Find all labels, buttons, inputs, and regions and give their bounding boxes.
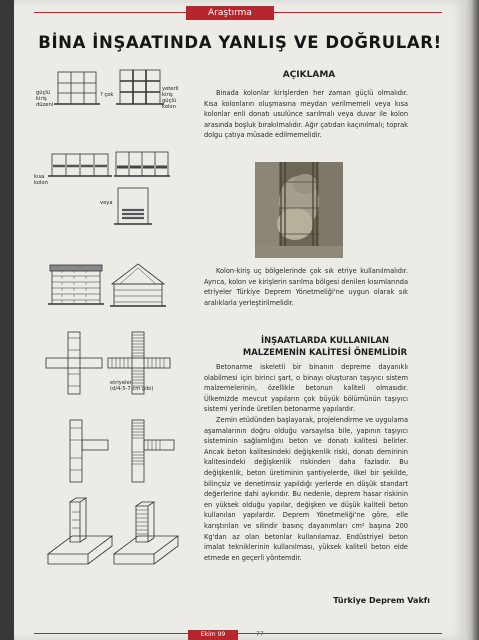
article-paragraph-2: Zemin etüdünden başlayarak, projelendirme ve uygulama aşamalarının doğru olduğu varsayılsa bile, yapının taşıyıcı sisteminin sağlamlığını beton ve donatı kalitesi belirler. Ancak beton kalitesindeki değişkenlik riski, donatı demirinin kalitesindeki değişkenlik riskinden daha fazladır. Bu değişkenlik, beton üretiminin şantiyelerde, ilkel bir şekilde, bilinçsiz ve denetimsiz yapıldığı yerlerde en düşük standart değerlerine dahi aykırıdır. Bu nedenle, deprem hasar riskinin en yüksek olduğu yapılar, değişken ve düşük kaliteli beton kullanılan yapılardır. Deprem Yönetmeliği'ne göre, elle karıştırılan ve silindir basınç dayanımları cm² başına 200 Kg'dan az olan betonlar kullanılamaz. Endüstriyel beton imalat tekniklerinin kullanılması, yüksek kaliteli beton elde etmede en geçerli yöntemdir. — [204, 415, 408, 562]
joint-wrong — [46, 332, 102, 394]
label-hole: ? çok — [100, 92, 114, 98]
footer-issue-tab: Ekim 99 — [188, 630, 238, 640]
article-heading-line-1: İNŞAATLARDA KULLANILAN — [260, 335, 390, 345]
corner-joint-right — [132, 420, 174, 482]
label-or: veya — [100, 200, 113, 206]
article-heading-line-2: MALZEMENİN KALİTESİ ÖNEMLİDİR — [242, 346, 408, 357]
explanation-paragraph-1: Binada kolonlar kirişlerden her zaman güçlü olmalıdır. Kısa kolonların oluşmasına meydan verilmemeli veya kısa kolonlar enli donatı usulünce sarılmalı veya duvar ile kolon arasında boşluk bırakılmalıdır. Ağır çatıdan kaçınılmalı; toprak dolgu çatıya müsade edilmemelidir. — [204, 89, 408, 140]
illustrations-column — [28, 62, 180, 582]
article-heading — [194, 335, 456, 358]
article-signature: Türkiye Deprem Vakfı — [333, 596, 430, 605]
footing-wrong — [48, 498, 112, 564]
explanation-text-1 — [204, 88, 408, 141]
page-edge — [466, 0, 479, 640]
article-paragraph-1: Betonarme iskeletli bir binanın depreme dayanıklı olabilmesi için birinci şart, o binayı oluşturan taşıyıcı sistem malzemelerinin, özellikle betonun kaliteli olmasıdır. Ülkemizde mevcut yapıların çok büyük bölümünün taşıyıcı sistemi yerinde üretilen betonarme yapılardır. — [204, 363, 408, 414]
footing-right — [114, 502, 178, 564]
label-short-column: kısa kolon — [34, 174, 48, 186]
short-column-alt — [114, 188, 152, 224]
short-column-wrong — [48, 154, 112, 176]
footer-rule — [34, 633, 442, 634]
damaged-column-image — [255, 162, 343, 258]
explanation-heading: AÇIKLAMA — [282, 70, 336, 80]
corner-joint-wrong — [70, 420, 108, 482]
magazine-page — [14, 0, 466, 640]
heavy-roof-house — [48, 265, 104, 304]
light-roof-house — [110, 264, 166, 306]
column-damage-photo — [255, 162, 343, 258]
label-weak-beam: güçlü kiriş düzeni — [36, 90, 54, 108]
frame-diagram-wrong — [54, 72, 100, 104]
explanation-text-2 — [204, 266, 408, 308]
article-body — [204, 362, 408, 563]
short-column-right — [114, 152, 170, 176]
explanation-paragraph-2: Kolon-kiriş uç bölgelerinde çok sık etriye kullanılmalıdır. Ayrıca, kolon ve kirişlerin sarılma bölgesi denilen kısımlarında etriyeler Türkiye Deprem Yönetmeliği'ne uygun olarak sık aralıklarla yerleştirilmelidir. — [204, 267, 408, 307]
frame-diagram-right — [116, 70, 164, 104]
construction-diagrams — [28, 62, 180, 582]
page-title: BİNA İNŞAATINDA YANLIŞ VE DOĞRULAR! — [38, 33, 442, 52]
section-tab: Araştırma — [186, 6, 274, 20]
label-stirrups: etriyeler (d/4-5-7 cm gibi) — [110, 380, 154, 392]
label-strong-column: yeterli kiriş güçlü kolon — [162, 86, 179, 110]
page-number: 77 — [256, 631, 264, 638]
